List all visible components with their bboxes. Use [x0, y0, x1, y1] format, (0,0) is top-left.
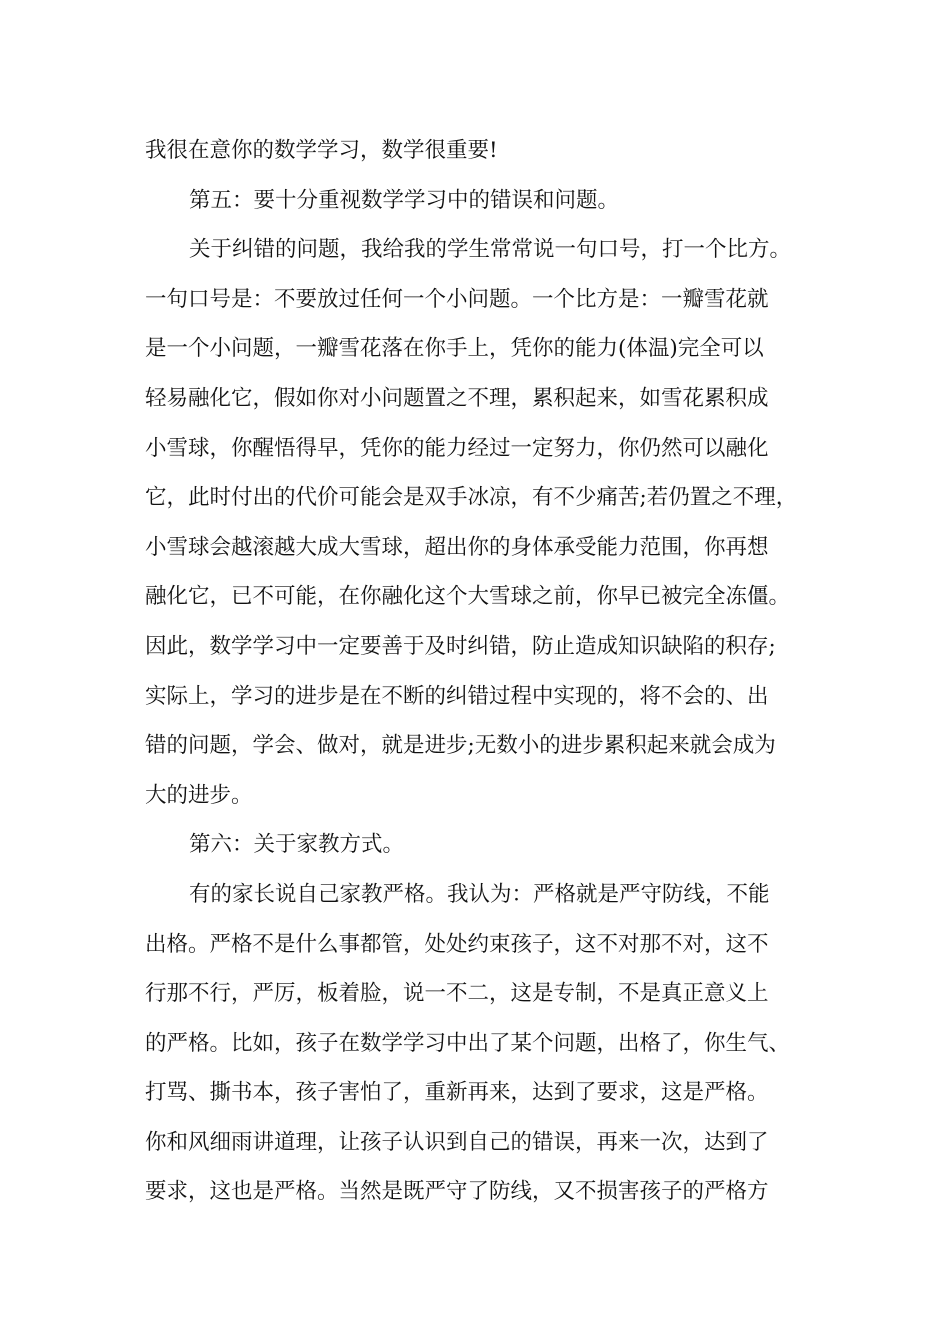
- document-body: [145, 126, 845, 1217]
- text-line: 打骂、撕书本，孩子害怕了，重新再来，达到了要求，这是严格。: [145, 1080, 769, 1106]
- paragraph-first-line: 关于纠错的问题，我给我的学生常常说一句口号，打一个比方。: [189, 237, 792, 263]
- text-line: 你和风细雨讲道理，让孩子认识到自己的错误，再来一次，达到了: [145, 1129, 769, 1155]
- text-line: 行那不行，严厉，板着脸，说一不二，这是专制，不是真正意义上: [145, 981, 769, 1007]
- text-line: 大的进步。: [145, 782, 253, 808]
- text-line: 要求，这也是严格。当然是既严守了防线，又不损害孩子的严格方: [145, 1179, 769, 1205]
- text-line: 融化它，已不可能，在你融化这个大雪球之前，你早已被完全冻僵。: [145, 584, 791, 610]
- text-line: 因此，数学学习中一定要善于及时纠错，防止造成知识缺陷的积存;: [145, 633, 776, 659]
- text-line: 错的问题，学会、做对，就是进步;无数小的进步累积起来就会成为: [145, 733, 776, 759]
- text-line: 它，此时付出的代价可能会是双手冰凉，有不少痛苦;若仍置之不理，: [145, 485, 798, 511]
- text-line: 我很在意你的数学学习，数学很重要!: [145, 138, 498, 163]
- text-line: 是一个小问题，一瓣雪花落在你手上，凭你的能力(体温)完全可以: [145, 336, 764, 362]
- paragraph-first-line: 有的家长说自己家教严格。我认为：严格就是严守防线，不能: [189, 881, 770, 907]
- section-heading: 第五：要十分重视数学学习中的错误和问题。: [189, 187, 620, 213]
- text-line: 一句口号是：不要放过任何一个小问题。一个比方是：一瓣雪花就: [145, 286, 769, 312]
- text-line: 出格。严格不是什么事都管，处处约束孩子，这不对那不对，这不: [145, 931, 769, 957]
- text-line: 轻易融化它，假如你对小问题置之不理，累积起来，如雪花累积成: [145, 385, 769, 411]
- text-line: 小雪球会越滚越大成大雪球，超出你的身体承受能力范围，你再想: [145, 534, 769, 560]
- text-line: 的严格。比如，孩子在数学学习中出了某个问题，出格了，你生气、: [145, 1030, 791, 1056]
- text-line: 小雪球，你醒悟得早，凭你的能力经过一定努力，你仍然可以融化: [145, 435, 769, 461]
- text-line: 实际上，学习的进步是在不断的纠错过程中实现的，将不会的、出: [145, 683, 769, 709]
- section-heading: 第六：关于家教方式。: [189, 832, 405, 858]
